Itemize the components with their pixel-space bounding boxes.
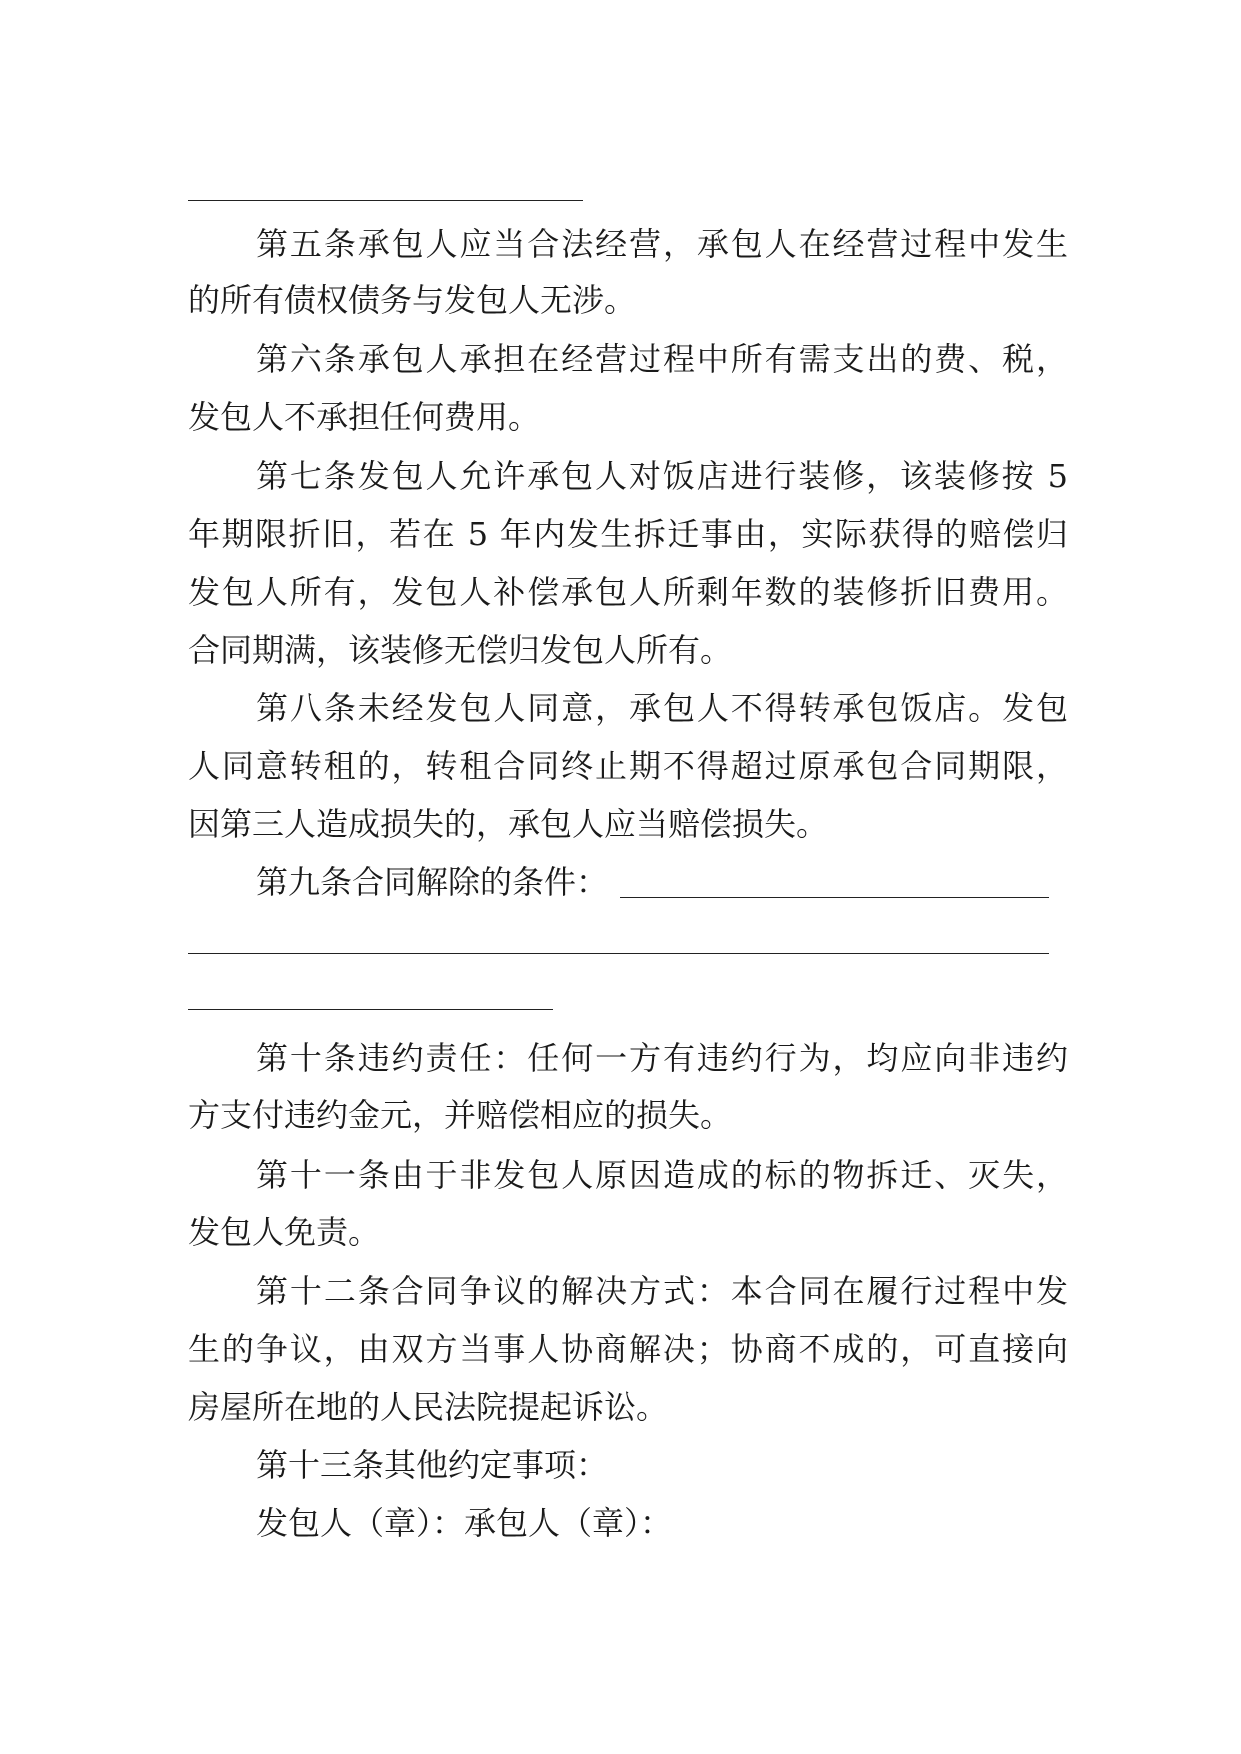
- blank-underline-top: [188, 200, 583, 201]
- signature-line: 发包人（章）：承包人（章）：: [256, 1504, 673, 1542]
- article-12-line-2: 生的争议，由双方当事人协商解决；协商不成的，可直接向: [188, 1330, 1068, 1368]
- article-8-line-2: 人同意转租的，转租合同终止期不得超过原承包合同期限，: [188, 747, 1068, 785]
- article-5-line-1: 第五条承包人应当合法经营，承包人在经营过程中发生: [256, 225, 1068, 263]
- blank-underline-article-9-b: [188, 953, 1049, 954]
- blank-underline-article-9-c: [188, 1009, 553, 1010]
- article-10-line-2: 方支付违约金元，并赔偿相应的损失。: [188, 1096, 733, 1134]
- article-7-line-4: 合同期满，该装修无偿归发包人所有。: [188, 631, 733, 669]
- article-12-line-1: 第十二条合同争议的解决方式：本合同在履行过程中发: [256, 1272, 1068, 1310]
- article-9-line-1: 第九条合同解除的条件：: [256, 863, 609, 901]
- blank-underline-article-9-a: [620, 897, 1049, 898]
- article-7-line-1: 第七条发包人允许承包人对饭店进行装修，该装修按 5: [256, 457, 1068, 495]
- article-13-line-1: 第十三条其他约定事项：: [256, 1446, 609, 1484]
- article-6-line-2: 发包人不承担任何费用。: [188, 398, 541, 436]
- article-8-line-3: 因第三人造成损失的，承包人应当赔偿损失。: [188, 805, 829, 843]
- article-12-line-3: 房屋所在地的人民法院提起诉讼。: [188, 1388, 669, 1426]
- article-11-line-1: 第十一条由于非发包人原因造成的标的物拆迁、灭失，: [256, 1156, 1068, 1194]
- article-7-line-3: 发包人所有，发包人补偿承包人所剩年数的装修折旧费用。: [188, 573, 1068, 611]
- article-8-line-1: 第八条未经发包人同意，承包人不得转承包饭店。发包: [256, 689, 1068, 727]
- article-11-line-2: 发包人免责。: [188, 1213, 381, 1251]
- article-5-line-2: 的所有债权债务与发包人无涉。: [188, 281, 637, 319]
- article-10-line-1: 第十条违约责任：任何一方有违约行为，均应向非违约: [256, 1039, 1068, 1077]
- article-7-line-2: 年期限折旧，若在 5 年内发生拆迁事由，实际获得的赔偿归: [188, 515, 1068, 553]
- article-6-line-1: 第六条承包人承担在经营过程中所有需支出的费、税，: [256, 340, 1068, 378]
